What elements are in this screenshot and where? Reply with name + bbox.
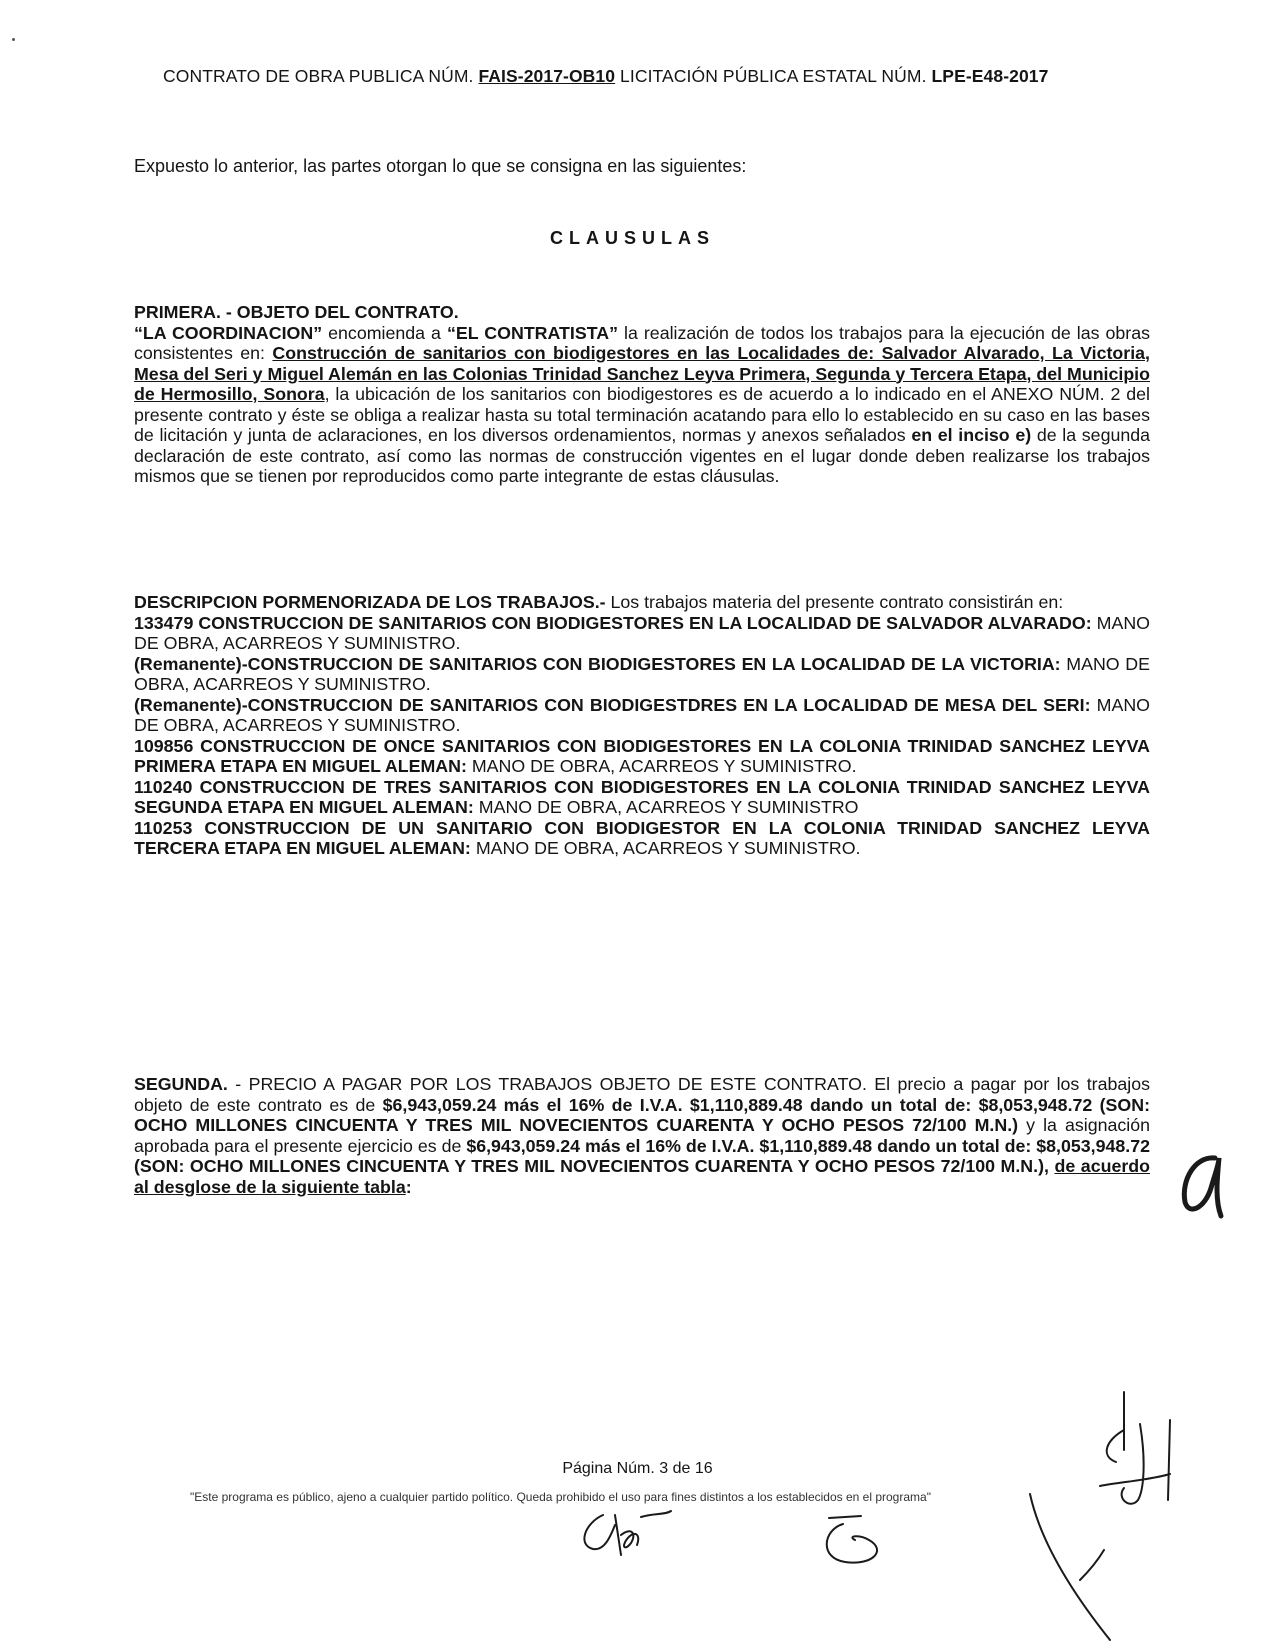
primera-text-1: encomienda a [322,322,447,343]
clause-descripcion [134,592,1150,859]
work-item [134,736,1150,777]
party-contratista: “EL CONTRATISTA” [446,322,618,343]
work-item-detail: MANO DE OBRA, ACARREOS Y SUMINISTRO. [134,694,1150,735]
work-item-detail: MANO DE OBRA, ACARREOS Y SUMINISTRO. [134,653,1150,694]
margin-initial-signature [1175,1150,1235,1220]
bottom-signature-3 [1020,1390,1220,1650]
work-item-detail: MANO DE OBRA, ACARREOS Y SUMINISTRO. [134,612,1150,653]
work-item-title: CONSTRUCCION DE ONCE SANITARIOS CON BIODIGESTORES EN LA COLONIA TRINIDAD SANCHEZ LEYVA PRIMERA ETAPA EN MIGUEL ALEMAN: [134,735,1150,776]
work-item-title: CONSTRUCCION DE UN SANITARIO CON BIODIGESTOR EN LA COLONIA TRINIDAD SANCHEZ LEYVA TERCERA ETAPA EN MIGUEL ALEMAN: [134,817,1150,858]
work-item-code: (Remanente)- [134,653,248,674]
party-coordinacion: “LA COORDINACION” [134,322,323,343]
work-item [134,777,1150,818]
segunda-text-2: y la asignación aprobada para el presente ejercicio es de [134,1115,1151,1156]
clause-segunda [134,1074,1150,1197]
table-reference: de acuerdo al desglose de la siguiente tabla [134,1156,1150,1197]
work-item-code: 133479 [134,612,194,633]
work-item-detail: MANO DE OBRA, ACARREOS Y SUMINISTRO. [471,756,857,776]
work-item [134,654,1150,695]
descripcion-text: Los trabajos materia del presente contrato consistirán en: [605,592,1064,612]
work-item-title: CONSTRUCCION DE TRES SANITARIOS CON BIODIGESTORES EN LA COLONIA TRINIDAD SANCHEZ LEYVA SEGUNDA ETAPA EN MIGUEL ALEMAN: [134,776,1150,817]
work-item-title: CONSTRUCCION DE SANITARIOS CON BIODIGESTORES EN LA LOCALIDAD DE LA VICTORIA: [247,653,1061,674]
contract-header [163,66,1123,87]
price-amount: $6,943,059.24 más el 16% de I.V.A. $1,110,889.48 dando un total de: $8,053,948.72 (SON: OCHO MILLONES CINCUENTA Y TRES MIL NOVECIENTOS CUARENTA Y OCHO PESOS 72/100 M.N.) [134,1094,1150,1135]
primera-heading: PRIMERA. - OBJETO DEL CONTRATO. [134,302,459,322]
assigned-amount: $6,943,059.24 más el 16% de I.V.A. $1,110,889.48 dando un total de: $8,053,948.72 (SON: OCHO MILLONES CINCUENTA Y TRES MIL NOVECIENTOS CUARENTA Y OCHO PESOS 72/100 M.N.), [134,1135,1150,1176]
work-item [134,695,1150,736]
work-item-title: CONSTRUCCION DE SANITARIOS CON BIODIGESTORES EN LA LOCALIDAD DE SALVADOR ALVARADO: [198,612,1092,633]
clausulas-title: CLAUSULAS [550,228,715,248]
work-item [134,613,1150,654]
header-prefix: CONTRATO DE OBRA PUBLICA NÚM. [163,66,474,86]
bottom-signature-1 [575,1505,675,1565]
header-middle: LICITACIÓN PÚBLICA ESTATAL NÚM. [620,66,927,86]
work-item-title: CONSTRUCCION DE SANITARIOS CON BIODIGESTDRES EN LA LOCALIDAD DE MESA DEL SERI: [247,694,1091,715]
descripcion-heading: DESCRIPCION PORMENORIZADA DE LOS TRABAJOS.- [134,592,606,612]
contract-number: FAIS-2017-OB10 [478,66,616,86]
work-item-code: 110240 [134,776,193,797]
primera-text-3: , la ubicación de los sanitarios con biodigestores es de acuerdo a lo indicado en el ANEXO NÚM. 2 del presente contrato y éste se obliga a realizar hasta su total terminación acatando para ello lo establecido en su caso en las bases de licitación y junta de aclaraciones, en los diversos ordenamientos, normas y anexos señalados [134,384,1150,445]
work-item-code: 109856 [134,735,194,756]
segunda-text-1: - PRECIO A PAGAR POR LOS TRABAJOS OBJETO DE ESTE CONTRATO. El precio a pagar por los trabajos objeto de este contrato es de [134,1074,1150,1115]
segunda-colon: : [405,1176,412,1197]
bottom-signature-2 [815,1510,895,1570]
primera-text-2: la realización de todos los trabajos para la ejecución de las obras consistentes en: [134,322,1150,363]
inciso-reference: en el inciso e) [911,425,1032,445]
scan-dot [12,38,15,41]
work-item-code: 110253 [134,817,193,838]
works-description: Construcción de sanitarios con biodigestores en las Localidades de: Salvador Alvarado, La Victoria, Mesa del Seri y Miguel Alemán en las Colonias Trinidad Sanchez Leyva Primera, Segunda y Tercera Etapa, del Municipio de Hermosillo, Sonora [134,343,1150,404]
tender-number: LPE-E48-2017 [931,66,1049,86]
segunda-heading: SEGUNDA. [134,1074,228,1094]
intro-text: Expuesto lo anterior, las partes otorgan lo que se consigna en las siguientes: [134,156,747,176]
work-item-detail: MANO DE OBRA, ACARREOS Y SUMINISTRO [478,797,859,817]
work-item [134,818,1150,859]
primera-text-4: de la segunda declaración de este contrato, así como las normas de construcción vigentes en el lugar donde deben realizarse los trabajos mismos que se tienen por reproducidos como parte integrante de estas cláusulas. [134,425,1151,486]
clause-primera [134,302,1150,487]
program-disclaimer: "Este programa es público, ajeno a cualquier partido político. Queda prohibido el uso para fines distintos a los establecidos en el programa" [190,1490,931,1504]
page-number: Página Núm. 3 de 16 [562,1460,713,1477]
work-item-detail: MANO DE OBRA, ACARREOS Y SUMINISTRO. [475,838,861,858]
work-item-code: (Remanente)- [134,694,248,715]
